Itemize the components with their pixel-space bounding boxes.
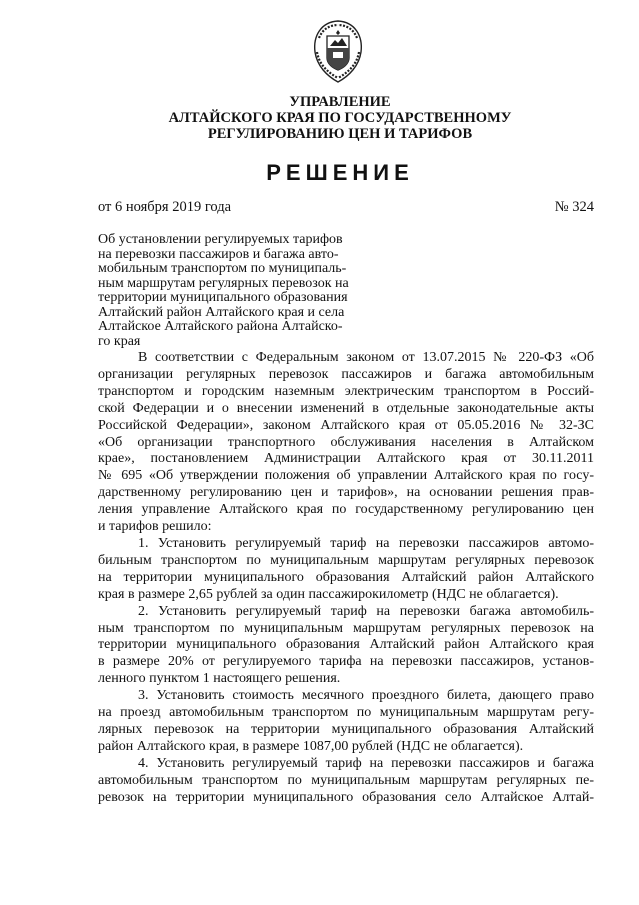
organization-header (100, 94, 580, 142)
body-line: № 695 «Об утверждении положения об управлении Алтайского края по госу- (98, 468, 594, 484)
org-line-2: АЛТАЙСКОГО КРАЯ ПО ГОСУДАРСТВЕННОМУ (168, 110, 512, 126)
org-line-3: РЕГУЛИРОВАНИЮ ЦЕН И ТАРИФОВ (207, 126, 473, 142)
body-line: лярных перевозок на территории муниципального образования Алтайский (98, 721, 594, 737)
body-line: на территории муниципального образования Алтайский район Алтайского (98, 569, 594, 585)
body-line: район Алтайского края, в размере 1087,00 рублей (НДС не облагается). (98, 738, 524, 754)
subject-line: Об установлении регулируемых тарифов (98, 232, 343, 247)
body-line: 1. Установить регулируемый тариф на перевозки пассажиров автомо- (138, 535, 594, 551)
org-line-1: УПРАВЛЕНИЕ (289, 94, 391, 110)
body-line: ревозок на территории муниципального образования село Алтайское Алтай- (98, 789, 594, 805)
body-line: 3. Установить стоимость месячного проездного билета, дающего право (138, 688, 594, 704)
document-type-title: РЕШЕНИЕ (266, 160, 414, 185)
body-line: дарственному регулированию цен и тарифов», на основании решения прав- (98, 485, 594, 501)
body-line: 2. Установить регулируемый тариф на перевозки багажа автомобиль- (138, 603, 594, 619)
body-line: края в размере 2,65 рублей за один пассажирокилометр (НДС не облагается). (98, 586, 559, 602)
body-line: ленного пунктом 1 настоящего решения. (98, 671, 341, 687)
subject-line: го края (98, 333, 141, 349)
body-line: территории муниципального образования Алтайский район Алтайского края (98, 637, 594, 653)
body-line: бильным транспортом по муниципальным маршрутам регулярных перевозок (98, 552, 594, 568)
body-line: автомобильным транспортом по муниципальным маршрутам регулярных пе- (98, 772, 594, 788)
subject-line: Алтайское Алтайского района Алтайско- (98, 319, 343, 334)
body-line: в размере 20% от регулируемого тарифа на перевозки пассажиров, установ- (98, 654, 594, 670)
subject-line: Алтайский район Алтайского края и села (98, 304, 345, 320)
document-body (98, 350, 594, 806)
subject-line: ным маршрутам регулярных перевозок на (98, 275, 349, 291)
body-line: на проезд автомобильным транспортом по муниципальным маршрутам регу- (98, 705, 594, 721)
coat-of-arms-icon (307, 18, 369, 86)
subject-line: территории муниципального образования (98, 290, 348, 305)
subject-line: на перевозки пассажиров и багажа авто- (98, 246, 339, 262)
body-line: и тарифов решило: (98, 519, 212, 535)
body-line: Российской Федерации», законом Алтайского края от 05.05.2016 № 32-ЗС (98, 417, 594, 433)
body-line: В соответствии с Федеральным законом от 13.07.2015 № 220-ФЗ «Об (138, 350, 594, 365)
body-line: ской Федерации и о внесении изменений в отдельные законодательные акты (98, 400, 594, 416)
body-line: ления управление Алтайского края по государственному регулированию цен (98, 502, 594, 518)
body-line: организации регулярных перевозок пассажиров и багажа автомобильным (98, 366, 594, 382)
document-number: № 324 (554, 199, 594, 215)
document-date: от 6 ноября 2019 года (98, 199, 232, 215)
body-line: ным транспортом по муниципальным маршрутам регулярных перевозок на (98, 620, 594, 636)
body-line: 4. Установить регулируемый тариф на перевозки пассажиров и багажа (138, 755, 594, 771)
body-line: крае», постановлением Администрации Алтайского края от 30.11.2011 (98, 451, 594, 467)
body-line: «Об организации транспортного обслуживания населения в Алтайском (98, 434, 594, 450)
document-subject (98, 233, 378, 349)
subject-line: мобильным транспортом по муниципаль- (98, 261, 347, 276)
body-line: транспортом и городским наземным электрическим транспортом в Россий- (98, 383, 594, 399)
